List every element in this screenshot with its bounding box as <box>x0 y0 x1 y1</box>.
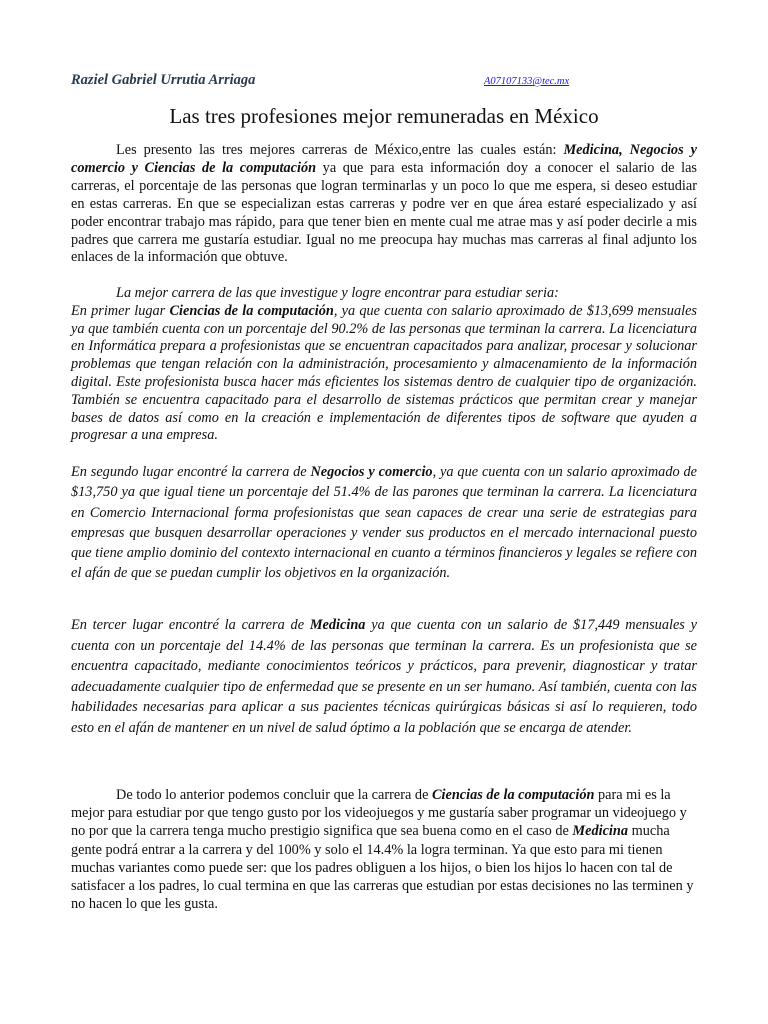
paragraph-second-place <box>71 462 697 584</box>
paragraph-text: , ya que cuenta con un salario aproximado de $13,750 ya que igual tiene un porcentaje del 51.4% de las parones que terminan la carrera. La licenciatura en Comercio Internacional forma profesionistas que sean capaces de crear una serie de estrategias para empresas que busquen desarrollar operaciones y vender sus productos en el mercado internacional puesto que tiene amplio dominio del contexto internacional en cuanto a términos financieros y legales se refiere con el afán de que se puedan cumplir los objetivos en la organización. <box>71 464 697 582</box>
paragraph-text: ya que para esta información doy a conocer el salario de las carreras, el porcentaje de las personas que logran terminarlas y un poco lo que me espera, si deseo estudiar en estas carreras. En que se especializan estas carreras y podre ver en que área estaré especializado y así poder encontrar trabajo mas rápido, para que tener bien en mente cual me atrae mas y así poder decirle a mis padres que carrera me gustaría estudiar. Igual no me preocupa hay muchas mas carreras al final adjunto los enlaces de la información que obtuve. <box>71 159 697 266</box>
author-name: Raziel Gabriel Urrutia Arriaga <box>71 72 256 88</box>
paragraph-text: En segundo lugar encontré la carrera de <box>71 464 311 480</box>
emphasis-text: Negocios y comercio <box>310 464 433 480</box>
emphasis-text: Ciencias de la computación <box>169 302 334 319</box>
paragraph-text: Les presento las tres mejores carreras de México,entre las cuales están: <box>116 142 564 158</box>
document-header <box>71 72 698 92</box>
author-email-link[interactable]: A07107133@tec.mx <box>484 76 570 87</box>
paragraph-conclusion <box>71 786 697 913</box>
emphasis-text: Medicina <box>572 823 628 840</box>
paragraph-text: De todo lo anterior podemos concluir que la carrera de <box>116 787 432 803</box>
emphasis-text: Medicina <box>309 617 366 633</box>
paragraph-text: , ya que cuenta con salario aproximado de $13,699 mensuales ya que también cuenta con un porcentaje del 90.2% de las personas que terminan la carrera. La licenciatura en Informática prepara a profesionistas que se encuentran capacitados para analizar, procesar y solucionar problemas que tengan relación con la administración, procesamiento y almacenamiento de la información digital. Este profesionista busca hacer más eficientes los sistemas dentro de cualquier tipo de organización. También se encuentra capacitado para el desarrollo de sistemas prácticos que permitan crear y manejar bases de datos así como en la creación e implementación de diferentes tipos de software que ayuden a progresar a una empresa. <box>71 302 697 444</box>
paragraph-third-place <box>71 615 697 739</box>
paragraph-text: ya que cuenta con un salario de $17,449 mensuales y cuenta con un porcentaje del 14.4% de las personas que terminan la carrera. Es un profesionista que se encuentra capacitado, mediante conocimientos teóricos y prácticos, para prevenir, diagnosticar y tratar adecuadamente cualquier tipo de enfermedad que se presente en un ser humano. Así también, cuenta con las habilidades necesarias para aplicar a sus pacientes técnicas quirúrgicas básicas si así lo requieren, todo esto en el afán de mantener en un nivel de salud óptimo a la población que se encarga de atender. <box>71 617 697 736</box>
paragraph-text: mucha gente podrá entrar a la carrera y del 100% y solo el 14.4% la logra terminan. Ya que esto para mi tienen muchas variantes como puede ser: que los padres obliguen a los hijos, o bien los hijos lo hacen con tal de satisfacer a los padres, lo cual termina en que las carreras que estudian por estas decisiones no las terminen y no hacen lo que les gusta. <box>71 823 694 913</box>
paragraph-intro-line: La mejor carrera de las que investigue y logre encontrar para estudiar seria: <box>116 285 559 301</box>
emphasis-text: Medicina, Negocios y comercio y Ciencias de la computación <box>71 142 698 176</box>
paragraph-text: En tercer lugar encontré la carrera de <box>71 617 310 633</box>
paragraph-text: para mi es la mejor para estudiar por que tengo gusto por los videojuegos y me gustaría saber programar un videojuego y no por que la carrera tenga mucho prestigio significa que sea buena como en el caso de <box>71 787 687 840</box>
document-title: Las tres profesiones mejor remuneradas en México <box>169 104 599 128</box>
emphasis-text: Ciencias de la computación <box>432 787 595 803</box>
paragraph-introduction <box>71 142 697 267</box>
paragraph-text: En primer lugar <box>71 302 170 319</box>
paragraph-first-place <box>71 285 697 445</box>
